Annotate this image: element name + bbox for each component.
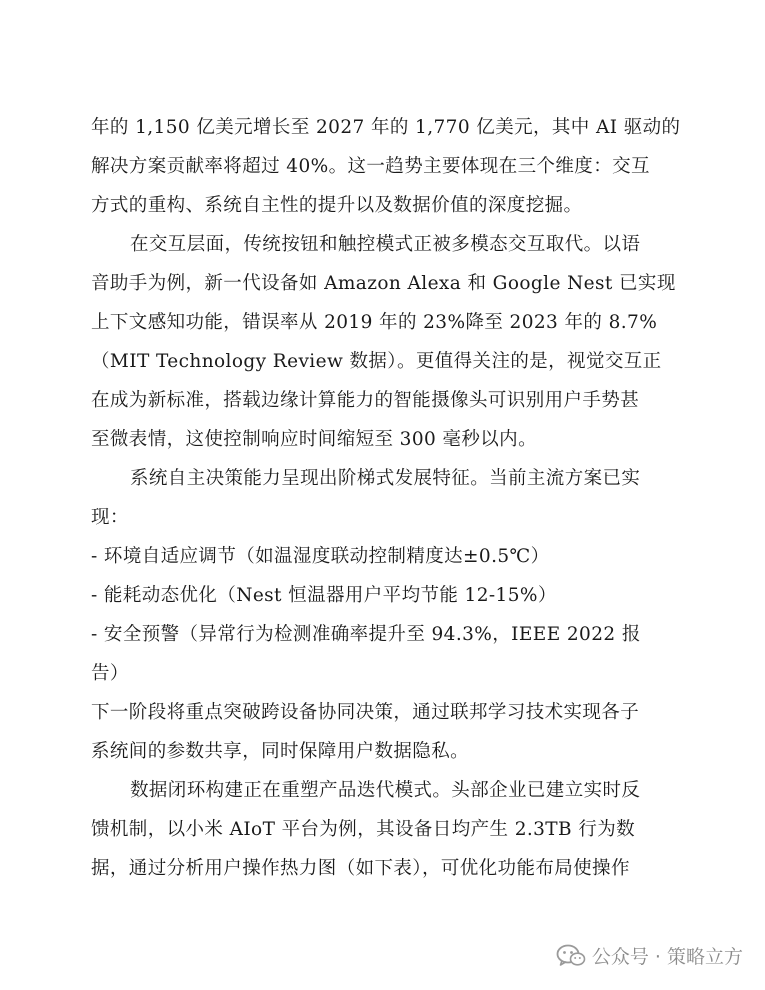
watermark <box>556 942 743 969</box>
list-item: - 能耗动态优化（Nest 恒温器用户平均节能 12-15%） <box>91 585 557 606</box>
paragraph-2-line-1: 在交互层面，传统按钮和触控模式正被多模态交互取代。以语 <box>130 234 641 255</box>
paragraph-2-line-6: 至微表情，这使控制响应时间缩短至 300 毫秒以内。 <box>91 429 537 450</box>
paragraph-1-line-1: 年的 1,150 亿美元增长至 2027 年的 1,770 亿美元，其中 AI 驱动的 <box>91 117 681 138</box>
paragraph-3-line-1: 系统自主决策能力呈现出阶梯式发展特征。当前主流方案已实 <box>130 468 641 489</box>
paragraph-4-line-1: 下一阶段将重点突破跨设备协同决策，通过联邦学习技术实现各子 <box>91 702 640 723</box>
wechat-logo-icon <box>556 943 586 969</box>
paragraph-2-line-3: 上下文感知功能，错误率从 2019 年的 23%降至 2023 年的 8.7% <box>91 312 658 333</box>
paragraph-2-line-2: 音助手为例，新一代设备如 Amazon Alexa 和 Google Nest 已实现 <box>91 273 676 294</box>
paragraph-4-line-2: 系统间的参数共享，同时保障用户数据隐私。 <box>91 741 470 762</box>
paragraph-1-line-2: 解决方案贡献率将超过 40%。这一趋势主要体现在三个维度：交互 <box>91 156 650 177</box>
paragraph-5-line-2: 馈机制，以小米 AIoT 平台为例，其设备日均产生 2.3TB 行为数 <box>91 819 636 840</box>
paragraph-2-line-4: （MIT Technology Review 数据）。更值得关注的是，视觉交互正 <box>91 351 662 372</box>
watermark-text: 公众号 · 策略立方 <box>591 946 743 968</box>
list-item: - 环境自适应调节（如温湿度联动控制精度达±0.5℃） <box>91 546 550 567</box>
list-item: - 安全预警（异常行为检测准确率提升至 94.3%，IEEE 2022 报 <box>91 624 641 645</box>
paragraph-5-line-1: 数据闭环构建正在重塑产品迭代模式。头部企业已建立实时反 <box>130 780 641 801</box>
paragraph-5-line-3: 据，通过分析用户操作热力图（如下表），可优化功能布局使操作 <box>91 858 630 879</box>
list-item-continuation: 告） <box>91 663 129 684</box>
paragraph-1-line-3: 方式的重构、系统自主性的提升以及数据价值的深度挖掘。 <box>91 195 583 216</box>
paragraph-3-line-2: 现： <box>91 507 129 528</box>
paragraph-2-line-5: 在成为新标准，搭载边缘计算能力的智能摄像头可识别用户手势甚 <box>91 390 640 411</box>
